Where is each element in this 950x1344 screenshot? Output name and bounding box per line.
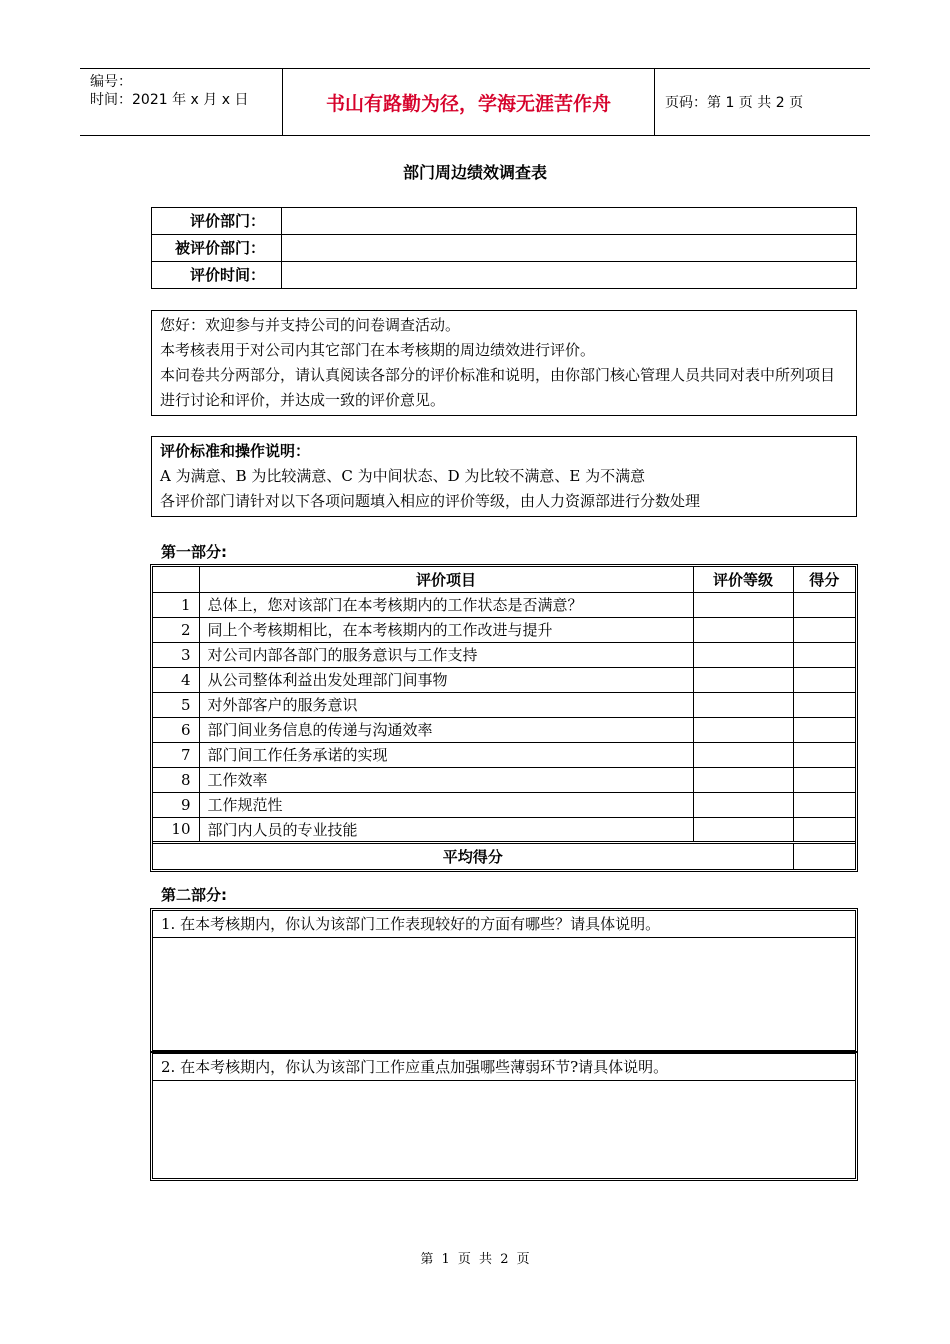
table-row	[153, 717, 855, 742]
row-no: 2	[153, 617, 199, 642]
table-row	[153, 617, 855, 642]
answer-area-2[interactable]	[153, 1081, 855, 1176]
info-label: 被评价部门：	[152, 235, 282, 261]
score-cell[interactable]	[793, 617, 855, 642]
grade-cell[interactable]	[693, 742, 793, 767]
row-item: 工作规范性	[199, 792, 693, 817]
criteria-box	[151, 436, 857, 517]
row-no: 3	[153, 642, 199, 667]
header-score: 得分	[793, 567, 855, 592]
grade-cell[interactable]	[693, 692, 793, 717]
table-row	[153, 767, 855, 792]
row-item: 部门间业务信息的传递与沟通效率	[199, 717, 693, 742]
info-row-evaluation-time	[152, 262, 856, 288]
row-no: 9	[153, 792, 199, 817]
row-no: 1	[153, 592, 199, 617]
evaluating-dept-field[interactable]	[282, 208, 856, 234]
row-no: 4	[153, 667, 199, 692]
row-item: 对外部客户的服务意识	[199, 692, 693, 717]
intro-line: 本问卷共分两部分，请认真阅读各部分的评价标准和说明，由你部门核心管理人员共同对表中所列项目进行讨论和评价，并达成一致的评价意见。	[160, 366, 836, 409]
part1-table	[150, 564, 858, 872]
grade-cell[interactable]	[693, 792, 793, 817]
table-row	[153, 742, 855, 767]
grade-cell[interactable]	[693, 592, 793, 617]
table-row	[153, 817, 855, 842]
row-no: 6	[153, 717, 199, 742]
evaluation-time-field[interactable]	[282, 262, 856, 288]
score-cell[interactable]	[793, 692, 855, 717]
document-header	[80, 68, 870, 136]
average-label: 平均得分	[153, 842, 793, 869]
grade-cell[interactable]	[693, 767, 793, 792]
intro-line: 您好：欢迎参与并支持公司的问卷调查活动。	[160, 316, 461, 334]
criteria-heading: 评价标准和操作说明：	[160, 442, 311, 460]
grade-cell[interactable]	[693, 667, 793, 692]
score-cell[interactable]	[793, 742, 855, 767]
row-item: 工作效率	[199, 767, 693, 792]
header-motto	[282, 69, 655, 135]
question-1: 1. 在本考核期内，你认为该部门工作表现较好的方面有哪些？请具体说明。	[153, 911, 855, 938]
page-title: 部门周边绩效调查表	[402, 163, 547, 182]
time-label: 时间：2021 年 x 月 x 日	[90, 92, 249, 108]
info-label: 评价部门：	[152, 208, 282, 234]
score-cell[interactable]	[793, 817, 855, 842]
score-cell[interactable]	[793, 667, 855, 692]
row-item: 部门间工作任务承诺的实现	[199, 742, 693, 767]
info-table	[151, 207, 857, 289]
score-cell[interactable]	[793, 767, 855, 792]
question-box-2	[150, 1051, 858, 1181]
table-row	[153, 692, 855, 717]
page-footer: 第 1 页 共 2 页	[420, 1252, 530, 1267]
average-score-cell[interactable]	[793, 842, 855, 869]
info-row-evaluated-dept	[152, 235, 856, 262]
row-no: 10	[153, 817, 199, 842]
score-cell[interactable]	[793, 717, 855, 742]
evaluated-dept-field[interactable]	[282, 235, 856, 261]
row-no: 7	[153, 742, 199, 767]
header-page-info: 页码：第 1 页 共 2 页	[665, 95, 804, 111]
grade-cell[interactable]	[693, 642, 793, 667]
average-row	[153, 842, 855, 869]
motto-text: 书山有路勤为径，学海无涯苦作舟	[325, 92, 611, 115]
criteria-line: 各评价部门请针对以下各项问题填入相应的评价等级，由人力资源部进行分数处理	[160, 492, 701, 510]
header-item: 评价项目	[199, 567, 693, 592]
table-row	[153, 792, 855, 817]
grade-cell[interactable]	[693, 717, 793, 742]
section-title-part2: 第二部分:	[161, 886, 227, 904]
info-row-evaluating-dept	[152, 208, 856, 235]
answer-area-1[interactable]	[153, 938, 855, 1048]
row-no: 5	[153, 692, 199, 717]
row-item: 部门内人员的专业技能	[199, 817, 693, 842]
row-no: 8	[153, 767, 199, 792]
table-row	[153, 592, 855, 617]
score-cell[interactable]	[793, 592, 855, 617]
row-item: 从公司整体利益出发处理部门间事物	[199, 667, 693, 692]
intro-line: 本考核表用于对公司内其它部门在本考核期的周边绩效进行评价。	[160, 341, 596, 359]
table-header-row	[153, 567, 855, 592]
section-title-part1: 第一部分:	[161, 543, 227, 561]
table-row	[153, 667, 855, 692]
intro-box	[151, 310, 857, 416]
question-box-1	[150, 908, 858, 1053]
criteria-line: A 为满意、B 为比较满意、C 为中间状态、D 为比较不满意、E 为不满意	[160, 467, 646, 485]
row-item: 总体上，您对该部门在本考核期内的工作状态是否满意？	[199, 592, 693, 617]
question-2: 2. 在本考核期内，你认为该部门工作应重点加强哪些薄弱环节?请具体说明。	[153, 1054, 855, 1081]
grade-cell[interactable]	[693, 817, 793, 842]
row-item: 同上个考核期相比，在本考核期内的工作改进与提升	[199, 617, 693, 642]
score-cell[interactable]	[793, 792, 855, 817]
row-item: 对公司内部各部门的服务意识与工作支持	[199, 642, 693, 667]
header-no	[153, 567, 199, 592]
score-cell[interactable]	[793, 642, 855, 667]
header-grade: 评价等级	[693, 567, 793, 592]
info-label: 评价时间：	[152, 262, 282, 288]
grade-cell[interactable]	[693, 617, 793, 642]
header-meta	[80, 69, 282, 135]
number-label: 编号：	[90, 74, 132, 90]
table-row	[153, 642, 855, 667]
